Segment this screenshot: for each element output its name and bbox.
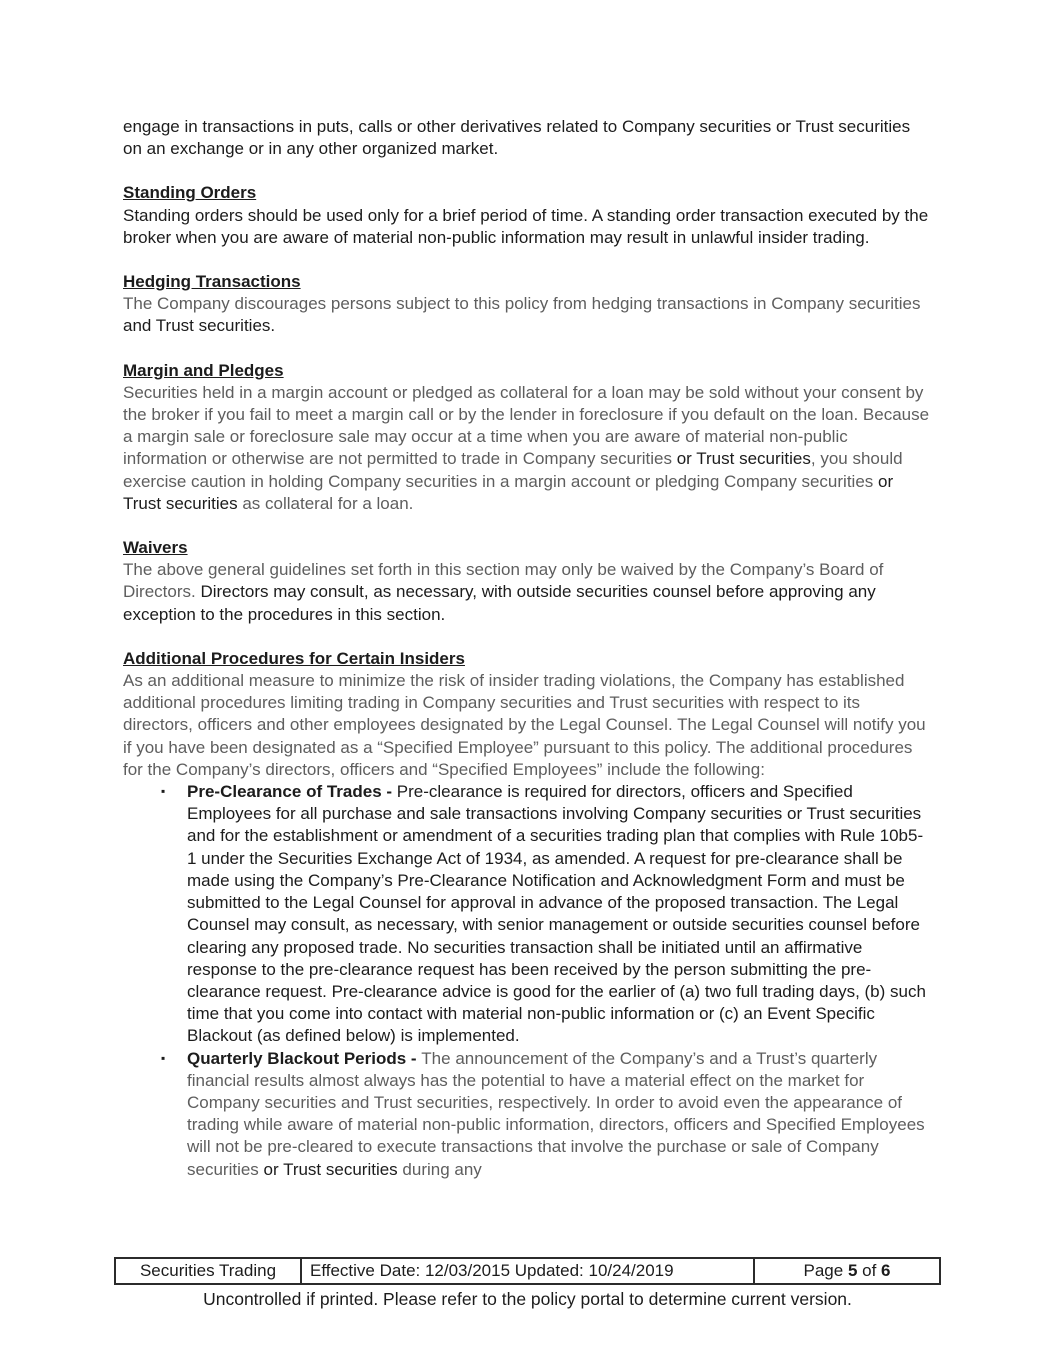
section-heading-waivers: Waivers	[123, 538, 188, 558]
text-run: Pre-clearance is required for directors, officers and Specified Employees for all purchase and sale transactions involving Company securities or Trust securities and for the establishment or amendment of a securities trading plan that complies with Rule 10b5-1 under the Securities Exchange Act of 1934, as amended. A request for pre-clearance shall be made using the Company’s Pre-Clearance Notification and Acknowledgment Form and must be submitted to the Legal Counsel for approval in advance of the proposed transaction. The Legal Counsel may consult, as necessary, with senior management or outside securities counsel before clearing any proposed trade. No securities transaction shall be initiated until an affirmative response to the pre-clearance request has been received by the person submitting the pre-clearance request. Pre-clearance advice is good for the earlier of (a) two full trading days, (b) such time that you come into contact with material non-public information or (c) an Event Specific Blackout (as defined below) is implemented.	[187, 782, 926, 1046]
footer-table	[114, 1257, 941, 1285]
text-run: during any	[397, 1159, 482, 1179]
additional-procedures-paragraph	[123, 670, 932, 781]
text-run: Page	[803, 1261, 848, 1280]
text-run: Securities held in a margin account or pledged as collateral for a loan may be sold without your consent by the broker if you fail to meet a margin call or by the lender in foreclosure if you default on the loan. Because a margin sale or foreclosure sale may occur at a time when you are aware of material non-public information or otherwise are not permitted to trade in Company securities	[123, 382, 930, 469]
section-heading-additional-procedures: Additional Procedures for Certain Insiders	[123, 648, 465, 668]
text-run: or Trust securities	[676, 449, 811, 469]
text-run: or Trust securities	[263, 1159, 398, 1179]
section-additional-procedures	[123, 648, 932, 1181]
page-footer	[114, 1257, 941, 1310]
page-number-cell	[754, 1258, 940, 1284]
section-heading-margin-and-pledges: Margin and Pledges	[123, 360, 284, 380]
text-run: As an additional measure to minimize the risk of insider trading violations, the Company has established additional procedures limiting trading in Company securities and Trust securities with respect to its directors, officers and other employees designated by the Legal Counsel. The Legal Counsel will notify you if you have been designated as a “Specified Employee” pursuant to this policy. The additional procedures for the Company’s directors, officers and “Specified Employees” include the following:	[123, 671, 926, 779]
text-run: 6	[881, 1261, 891, 1280]
square-bullet-icon: ▪	[161, 1050, 166, 1065]
text-run: The announcement of the Company’s and a Trust’s quarterly financial results almost always has the potential to have a material effect on the market for Company securities and Trust securities, respectively. In order to avoid even the appearance of trading while aware of material non-public information, directors, officers and Specified Employees will not be pre-cleared to execute transactions that involve the purchase or sale of Company securities	[187, 1048, 925, 1179]
section-standing-orders	[123, 182, 932, 249]
document-body	[123, 116, 932, 1181]
text-run: as collateral for a loan.	[237, 493, 414, 513]
effective-date-cell: Effective Date: 12/03/2015 Updated: 10/24/2019	[301, 1258, 754, 1284]
text-run: and Trust securities.	[123, 316, 276, 336]
section-hedging-transactions	[123, 271, 932, 338]
additional-procedures-list	[123, 781, 932, 1181]
footer-disclaimer: Uncontrolled if printed. Please refer to the policy portal to determine current version.	[203, 1289, 852, 1309]
text-run: Directors may consult, as necessary, with outside securities counsel before approving any exception to the procedures in this section.	[123, 582, 876, 624]
text-run: Standing orders should be used only for a brief period of time. A standing order transaction executed by the broker when you are aware of material non-public information may result in unlawful insider trading.	[123, 205, 929, 247]
section-margin-and-pledges	[123, 360, 932, 515]
section-waivers	[123, 537, 932, 626]
text-run: , you should exercise caution in holding Company securities in a margin account or pledging Company securities	[123, 449, 903, 491]
standing-orders-paragraph	[123, 205, 932, 249]
section-heading-hedging-transactions: Hedging Transactions	[123, 272, 301, 292]
policy-name-cell: Securities Trading	[115, 1258, 301, 1284]
text-run: of	[857, 1261, 882, 1280]
text-run: The Company discourages persons subject to this policy from hedging transactions in Company securities	[123, 294, 921, 314]
margin-paragraph	[123, 382, 932, 515]
waivers-paragraph	[123, 559, 932, 626]
bullet-text-pre-clearance	[187, 782, 926, 1045]
bullet-item-quarterly-blackout	[123, 1048, 932, 1181]
text-run: The above general guidelines set forth in this section may only be waived by the Company’s Board of Directors.	[123, 560, 884, 602]
text-run: Pre-Clearance of Trades -	[187, 782, 397, 802]
bullet-text-quarterly-blackout	[187, 1049, 925, 1179]
section-heading-standing-orders: Standing Orders	[123, 183, 257, 203]
footer-table-row	[115, 1258, 940, 1284]
bullet-item-pre-clearance	[123, 781, 932, 1047]
intro-paragraph	[123, 116, 932, 160]
text-run: or Trust securities	[123, 471, 894, 513]
text-run: 5	[847, 1261, 858, 1280]
text-run: Quarterly Blackout Periods -	[187, 1048, 422, 1068]
text-run: engage in transactions in puts, calls or other derivatives related to Company securities or Trust securities on an exchange or in any other organized market.	[123, 117, 911, 159]
hedging-paragraph	[123, 293, 932, 337]
square-bullet-icon: ▪	[161, 784, 166, 799]
